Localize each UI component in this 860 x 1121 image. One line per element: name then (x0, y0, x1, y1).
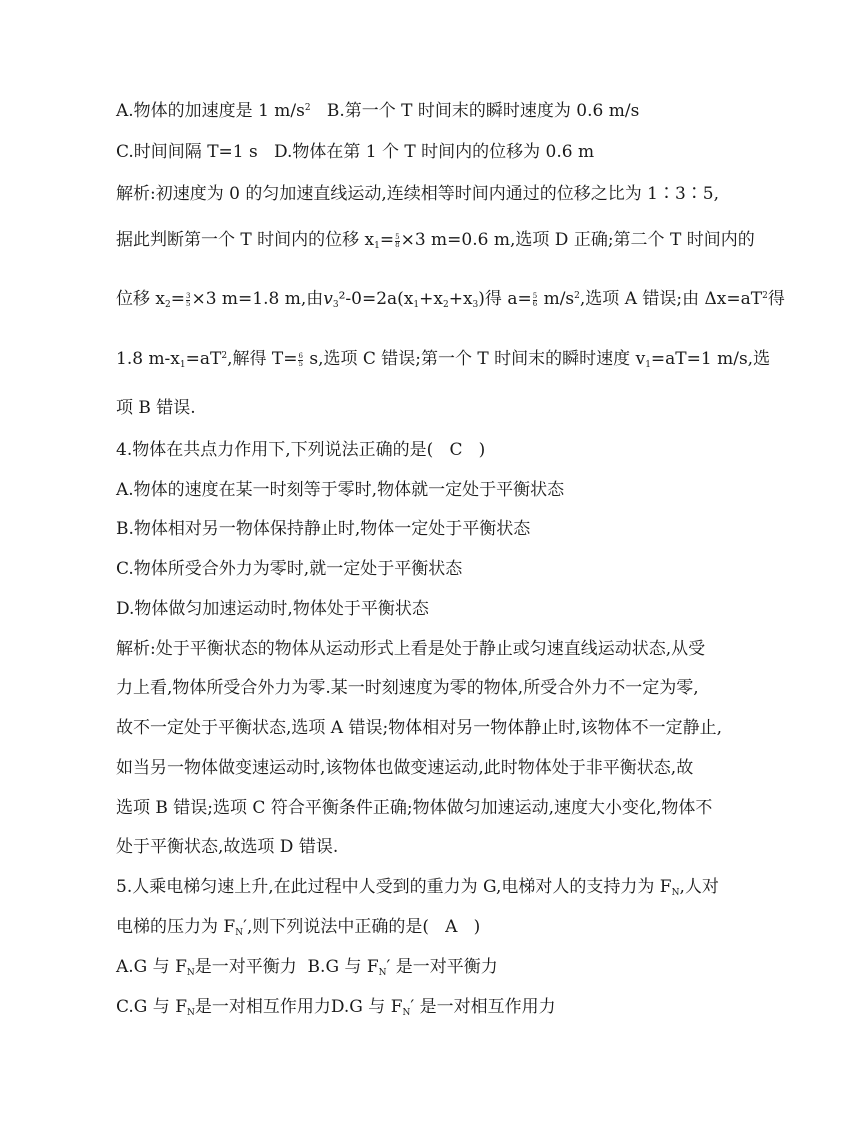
fraction: $\frac{5}{6}$ (532, 292, 538, 308)
q4-option-d: D.物体做匀加速运动时,物体处于平衡状态 (116, 599, 429, 619)
q4-stem: 4.物体在共点力作用下,下列说法正确的是( C ) (116, 440, 486, 460)
q3-options-ab: A.物体的加速度是 1 $m/s^2$ B.第一个 T 时间末的瞬时速度为 0.6 m/s (116, 101, 640, 121)
q3-solution-line-3: 位移 $x_2=$ $\frac{3}{5}$ ×3 m=1.8 m,由$v_3^2-0=2a(x_1+x_2+x_3)$得 a= $\frac{5}{6}$ $m/s^2$,选项 A 错误;由 $\Delta x=aT^2$得 (116, 289, 785, 310)
q4-solution-line-4: 如当另一物体做变速运动时,该物体也做变速运动,此时物体处于非平衡状态,故 (116, 758, 694, 778)
q4-option-b: B.物体相对另一物体保持静止时,物体一定处于平衡状态 (116, 519, 531, 539)
q4-option-a: A.物体的速度在某一时刻等于零时,物体就一定处于平衡状态 (116, 480, 565, 500)
q5-stem-line-2: 电梯的压力为 $F_N'$,则下列说法中正确的是( A ) (116, 917, 481, 938)
q4-solution-line-2: 力上看,物体所受合外力为零.某一时刻速度为零的物体,所受合外力不一定为零, (116, 678, 699, 698)
q4-solution-line-5: 选项 B 错误;选项 C 符合平衡条件正确;物体做匀加速运动,速度大小变化,物体不 (116, 798, 713, 818)
fraction: $\frac{6}{5}$ (298, 352, 303, 368)
q3-solution-line-1: 解析:初速度为 0 的匀加速直线运动,连续相等时间内通过的位移之比为 1∶3∶5, (116, 184, 720, 204)
q3-solution-line-4: 1.8 $m-x_1=aT^2$,解得 T= $\frac{6}{5}$ s,选项 C 错误;第一个 T 时间末的瞬时速度 $v_1=aT=1$ m/s,选 (116, 349, 771, 370)
q3-solution-line-2: 据此判断第一个 T 时间内的位移 $x_1=$ $\frac{5}{8}$ ×3 m=0.6 m,选项 D 正确;第二个 T 时间内的 (116, 230, 755, 251)
fraction: $\frac{5}{8}$ (395, 233, 400, 249)
q4-option-c: C.物体所受合外力为零时,就一定处于平衡状态 (116, 559, 463, 579)
q4-solution-line-1: 解析:处于平衡状态的物体从运动形式上看是处于静止或匀速直线运动状态,从受 (116, 639, 706, 659)
fraction: $\frac{3}{5}$ (185, 292, 191, 308)
q5-stem-line-1: 5.人乘电梯匀速上升,在此过程中人受到的重力为 G,电梯对人的支持力为 $F_N$,人对 (116, 877, 719, 898)
q5-options-cd: C.G 与 $F_N$是一对相互作用力D.G 与 $F_N'$ 是一对相互作用力 (116, 997, 556, 1018)
q5-options-ab: A.G 与 $F_N$是一对平衡力 B.G 与 $F_N'$ 是一对平衡力 (116, 957, 498, 978)
q3-solution-line-5: 项 B 错误. (116, 398, 196, 418)
q4-solution-line-6: 处于平衡状态,故选项 D 错误. (116, 837, 339, 857)
q4-solution-line-3: 故不一定处于平衡状态,选项 A 错误;物体相对另一物体静止时,该物体不一定静止, (116, 718, 723, 738)
q3-options-cd: C.时间间隔 T=1 s D.物体在第 1 个 T 时间内的位移为 0.6 m (116, 142, 595, 162)
